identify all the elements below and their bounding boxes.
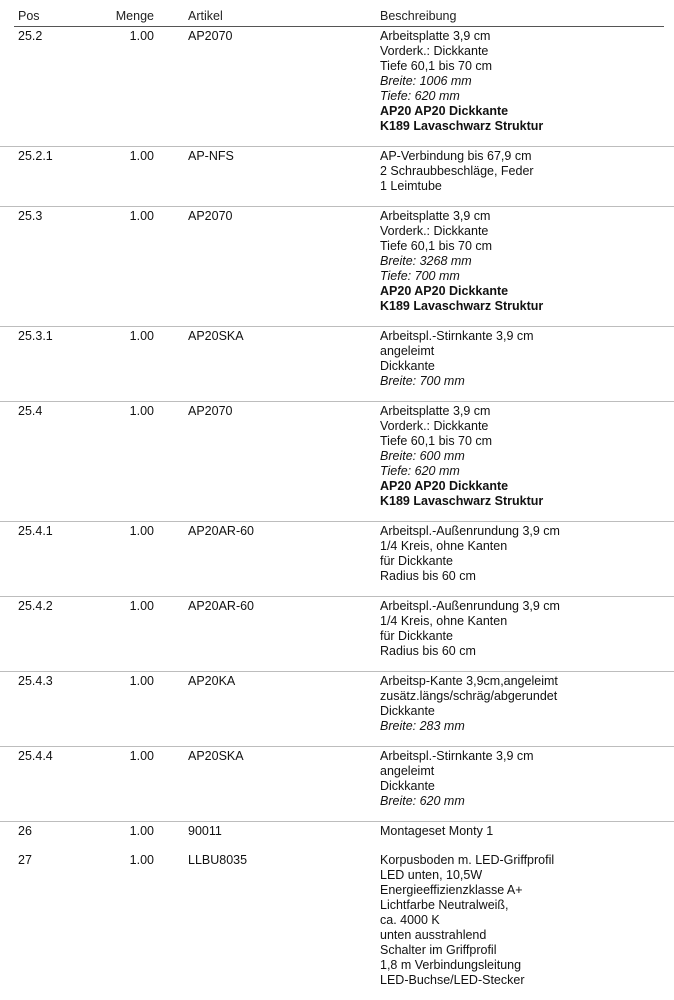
row-menge: 1.00 bbox=[129, 404, 154, 418]
header-artikel: Artikel bbox=[188, 9, 223, 23]
description-line: für Dickkante bbox=[380, 629, 453, 643]
description-line: 1/4 Kreis, ohne Kanten bbox=[380, 614, 508, 628]
description-line: 1/4 Kreis, ohne Kanten bbox=[380, 539, 508, 553]
description-line: Dickkante bbox=[380, 704, 435, 718]
row-artikel: AP20AR-60 bbox=[188, 524, 255, 538]
description-line: Arbeitsplatte 3,9 cm bbox=[380, 209, 491, 223]
row-beschreibung bbox=[380, 674, 674, 734]
row-menge: 1.00 bbox=[129, 674, 154, 688]
header-menge: Menge bbox=[115, 9, 154, 23]
description-line: Breite: 600 mm bbox=[380, 449, 465, 463]
description-line: Breite: 620 mm bbox=[380, 794, 465, 808]
description-line: 1 Leimtube bbox=[380, 179, 442, 193]
row-artikel: AP20AR-60 bbox=[188, 599, 255, 613]
description-line: Tiefe 60,1 bis 70 cm bbox=[380, 59, 493, 73]
row-pos: 25.4.2 bbox=[18, 599, 53, 613]
table-row bbox=[0, 327, 674, 402]
table-row bbox=[0, 851, 674, 1000]
description-line: Tiefe: 700 mm bbox=[380, 269, 460, 283]
row-beschreibung bbox=[380, 404, 674, 509]
row-menge: 1.00 bbox=[129, 329, 154, 343]
description-line: Arbeitsplatte 3,9 cm bbox=[380, 29, 491, 43]
row-pos: 25.4.3 bbox=[18, 674, 53, 688]
description-line: 1,8 m Verbindungsleitung bbox=[380, 958, 522, 972]
row-artikel: AP20SKA bbox=[188, 329, 244, 343]
table-row bbox=[0, 597, 674, 672]
description-line: Breite: 700 mm bbox=[380, 374, 465, 388]
description-line: Breite: 1006 mm bbox=[380, 74, 472, 88]
description-line: Arbeitsp-Kante 3,9cm,angeleimt bbox=[380, 674, 558, 688]
description-line: Tiefe: 620 mm bbox=[380, 464, 460, 478]
row-menge: 1.00 bbox=[129, 29, 154, 43]
description-line: Energieeffizienzklasse A+ bbox=[380, 883, 523, 897]
description-line: Vorderk.: Dickkante bbox=[380, 419, 489, 433]
row-beschreibung bbox=[380, 149, 674, 194]
row-artikel: AP20KA bbox=[188, 674, 236, 688]
description-line: K189 Lavaschwarz Struktur bbox=[380, 494, 544, 508]
row-menge: 1.00 bbox=[129, 149, 154, 163]
description-line: angeleimt bbox=[380, 344, 435, 358]
description-line: K189 Lavaschwarz Struktur bbox=[380, 299, 544, 313]
description-line: Dickkante bbox=[380, 359, 435, 373]
row-menge: 1.00 bbox=[129, 524, 154, 538]
row-pos: 25.3 bbox=[18, 209, 43, 223]
description-line: Arbeitspl.-Außenrundung 3,9 cm bbox=[380, 524, 560, 538]
description-line: Lichtfarbe Neutralweiß, bbox=[380, 898, 509, 912]
description-line: 2 Schraubbeschläge, Feder bbox=[380, 164, 534, 178]
row-pos: 26 bbox=[18, 824, 32, 838]
row-beschreibung bbox=[380, 329, 674, 389]
table-row bbox=[0, 207, 674, 327]
description-line: AP20 AP20 Dickkante bbox=[380, 104, 509, 118]
row-artikel: AP20SKA bbox=[188, 749, 244, 763]
row-menge: 1.00 bbox=[129, 209, 154, 223]
row-artikel: 90011 bbox=[188, 824, 222, 838]
row-beschreibung bbox=[380, 853, 674, 988]
row-pos: 25.3.1 bbox=[18, 329, 53, 343]
table-row bbox=[0, 402, 674, 522]
row-beschreibung bbox=[380, 599, 674, 659]
table-header bbox=[0, 0, 674, 26]
description-line: ca. 4000 K bbox=[380, 913, 440, 927]
description-line: Korpusboden m. LED-Griffprofil bbox=[380, 853, 555, 867]
description-line: Breite: 3268 mm bbox=[380, 254, 472, 268]
row-beschreibung bbox=[380, 209, 674, 314]
row-beschreibung bbox=[380, 29, 674, 134]
header-beschreibung: Beschreibung bbox=[380, 9, 457, 23]
table-row bbox=[0, 822, 674, 851]
description-line: Tiefe 60,1 bis 70 cm bbox=[380, 239, 493, 253]
description-line: Dickkante bbox=[380, 779, 435, 793]
row-pos: 27 bbox=[18, 853, 32, 867]
row-artikel: AP2070 bbox=[188, 29, 233, 43]
description-line: Arbeitspl.-Außenrundung 3,9 cm bbox=[380, 599, 560, 613]
description-line: Arbeitsplatte 3,9 cm bbox=[380, 404, 491, 418]
table-row bbox=[0, 522, 674, 597]
table-row bbox=[0, 27, 674, 147]
row-beschreibung bbox=[380, 824, 674, 839]
description-line: Arbeitspl.-Stirnkante 3,9 cm bbox=[380, 749, 534, 763]
description-line: K189 Lavaschwarz Struktur bbox=[380, 119, 544, 133]
row-pos: 25.2 bbox=[18, 29, 43, 43]
description-line: Tiefe: 620 mm bbox=[380, 89, 460, 103]
table-row bbox=[0, 147, 674, 207]
description-line: Radius bis 60 cm bbox=[380, 644, 476, 658]
row-pos: 25.4.1 bbox=[18, 524, 53, 538]
description-line: AP-Verbindung bis 67,9 cm bbox=[380, 149, 532, 163]
row-beschreibung bbox=[380, 524, 674, 584]
description-line: LED unten, 10,5W bbox=[380, 868, 483, 882]
description-line: AP20 AP20 Dickkante bbox=[380, 479, 509, 493]
description-line: unten ausstrahlend bbox=[380, 928, 487, 942]
description-line: Tiefe 60,1 bis 70 cm bbox=[380, 434, 493, 448]
row-menge: 1.00 bbox=[129, 824, 154, 838]
description-line: zusätz.längs/schräg/abgerundet bbox=[380, 689, 558, 703]
description-line: Vorderk.: Dickkante bbox=[380, 44, 489, 58]
description-line: Vorderk.: Dickkante bbox=[380, 224, 489, 238]
description-line: angeleimt bbox=[380, 764, 435, 778]
row-pos: 25.2.1 bbox=[18, 149, 53, 163]
table-row bbox=[0, 747, 674, 822]
description-line: Montageset Monty 1 bbox=[380, 824, 494, 838]
row-artikel: LLBU8035 bbox=[188, 853, 248, 867]
description-line: Radius bis 60 cm bbox=[380, 569, 476, 583]
row-menge: 1.00 bbox=[129, 599, 154, 613]
description-line: für Dickkante bbox=[380, 554, 453, 568]
description-line: AP20 AP20 Dickkante bbox=[380, 284, 509, 298]
row-artikel: AP2070 bbox=[188, 404, 233, 418]
row-artikel: AP-NFS bbox=[188, 149, 234, 163]
description-line: LED-Buchse/LED-Stecker bbox=[380, 973, 525, 987]
row-menge: 1.00 bbox=[129, 853, 154, 867]
description-line: Breite: 283 mm bbox=[380, 719, 465, 733]
description-line: Arbeitspl.-Stirnkante 3,9 cm bbox=[380, 329, 534, 343]
table-row bbox=[0, 672, 674, 747]
row-pos: 25.4 bbox=[18, 404, 43, 418]
description-line: Schalter im Griffprofil bbox=[380, 943, 497, 957]
position-table bbox=[0, 27, 674, 1000]
row-pos: 25.4.4 bbox=[18, 749, 53, 763]
row-artikel: AP2070 bbox=[188, 209, 233, 223]
row-beschreibung bbox=[380, 749, 674, 809]
row-menge: 1.00 bbox=[129, 749, 154, 763]
header-pos: Pos bbox=[18, 9, 40, 23]
